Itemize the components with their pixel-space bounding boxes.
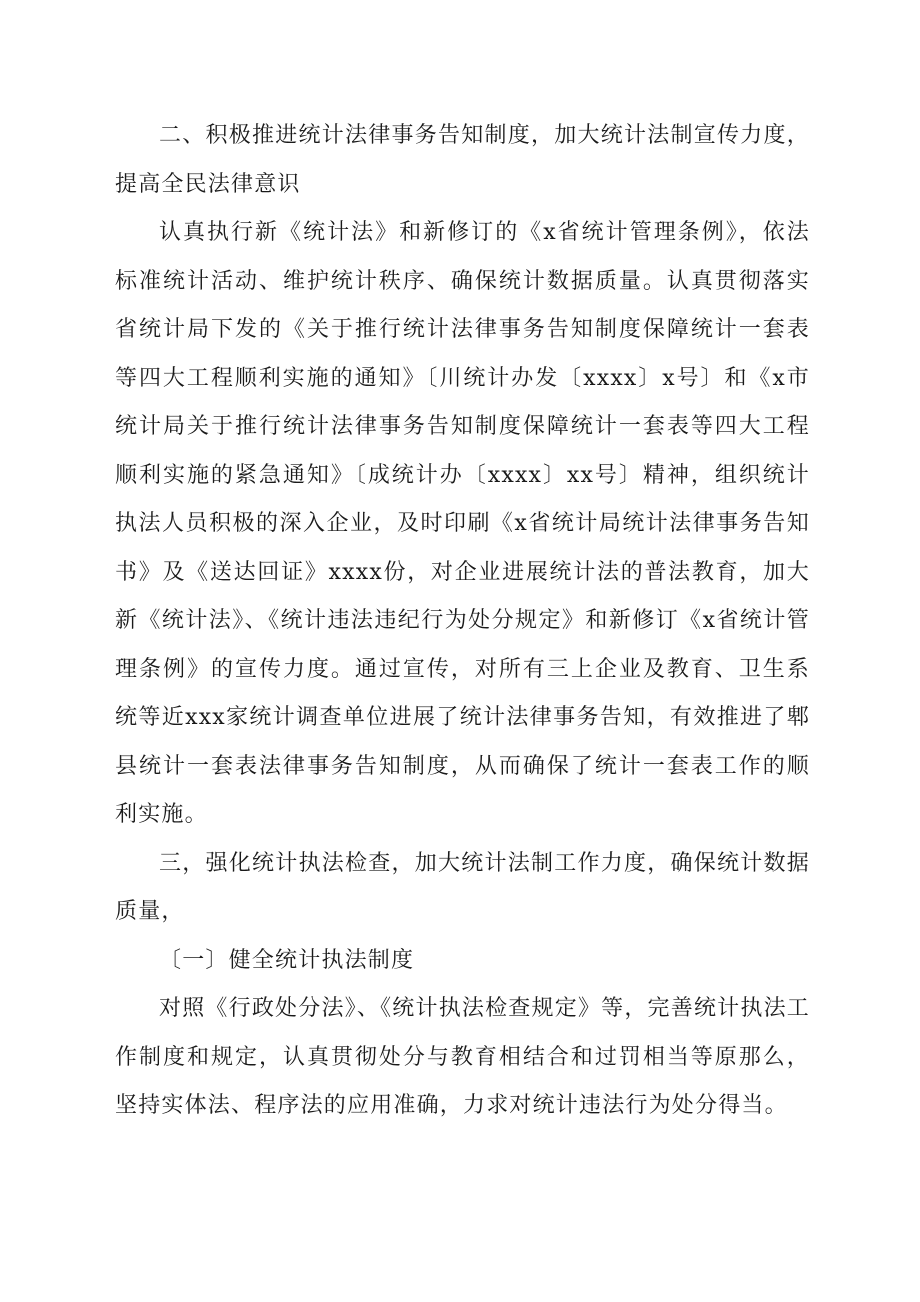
section-heading-2: 二、积极推进统计法律事务告知制度，加大统计法制宣传力度，提高全民法律意识 <box>115 123 810 197</box>
body-paragraph-publicity: 认真执行新《统计法》和新修订的《x省统计管理条例》，依法标准统计活动、维护统计秩序、确保统计数据质量。认真贯彻落实省统计局下发的《关于推行统计法律事务告知制度保障统计一套表等四大工程顺利实施的通知》〔川统计办发〔xxxx〕x号〕和《x市统计局关于推行统计法律事务告知制度保障统计一套表等四大工程顺利实施的紧急通知》〔成统计办〔xxxx〕xx号〕精神，组织统计执法人员积极的深入企业，及时印刷《x省统计局统计法律事务告知书》及《送达回证》xxxx份，对企业进展统计法的普法教育，加大新《统计法》、《统计违法违纪行为处分规定》和新修订《x省统计管理条例》的宣传力度。通过宣传，对所有三上企业及教育、卫生系统等近xxx家统计调查单位进展了统计法律事务告知，有效推进了郫县统计一套表法律事务告知制度，从而确保了统计一套表工作的顺利实施。 <box>115 220 810 827</box>
section-heading-3: 三，强化统计执法检查，加大统计法制工作力度，确保统计数据质量， <box>115 850 810 924</box>
subsection-heading-1: 〔一〕健全统计执法制度 <box>159 947 415 973</box>
document-body <box>115 112 810 1131</box>
body-paragraph-enforcement: 对照《行政处分法》、《统计执法检查规定》等，完善统计执法工作制度和规定，认真贯彻处分与教育相结合和过罚相当等原那么，坚持实体法、程序法的应用准确，力求对统计违法行为处分得当。 <box>115 996 810 1118</box>
